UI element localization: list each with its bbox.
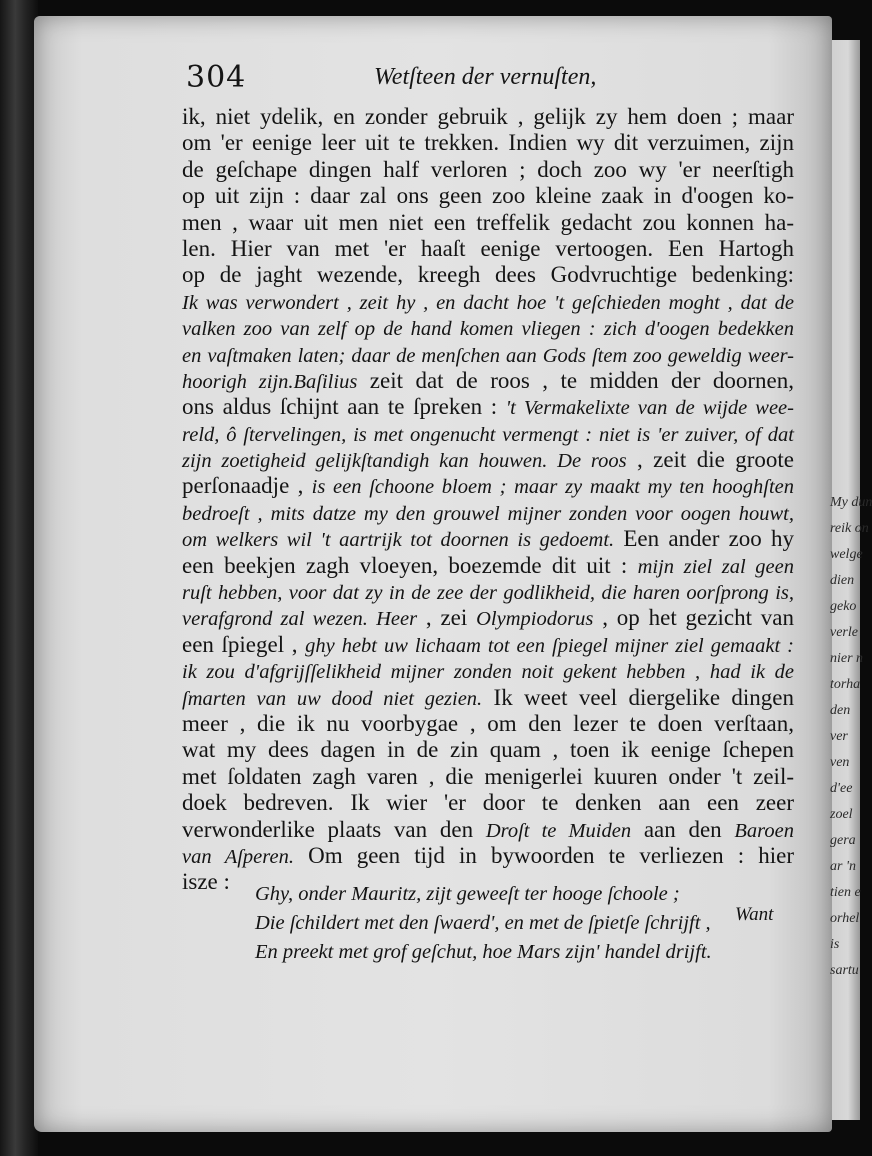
roman-span: op uit zijn : daar zal ons geen zoo kleine zaak in d'oogen ko- xyxy=(182,183,794,209)
italic-span: zijn zoetigheid gelijkſtandigh kan houwen. De roos xyxy=(182,450,627,473)
roman-span: om 'er eenige leer uit te trekken. Indien wy dit verzuimen, zijn xyxy=(182,130,794,156)
text-line xyxy=(182,817,794,843)
roman-span: een ſpiegel , xyxy=(182,631,306,657)
italic-span: bedroeſt , mits datze my den grouwel mijner zonden voor oogen houwt, xyxy=(182,502,794,525)
roman-span: de geſchape dingen half verloren ; doch zoo wy 'er neerſtigh xyxy=(182,156,794,182)
roman-span: verwonderlike plaats van den xyxy=(182,816,486,842)
text-line xyxy=(182,658,794,684)
facing-page-margin-notes xyxy=(830,490,872,984)
italic-span: en vaſtmaken laten; daar de menſchen aan Gods ſtem zoo geweldig weer- xyxy=(182,344,794,367)
text-line xyxy=(182,262,794,288)
margin-fragment: ver xyxy=(830,729,848,744)
italic-span: ghy hebt uw lichaam tot een ſpiegel mijner ziel gemaakt : xyxy=(305,634,794,657)
italic-span: Ik was verwondert , zeit hy , en dacht hoe 't geſchieden moght , dat de xyxy=(182,291,794,314)
margin-fragment: torha xyxy=(830,677,861,692)
italic-span: ſmarten van uw dood niet gezien. xyxy=(182,687,483,710)
catchword: Want xyxy=(735,904,774,925)
text-line xyxy=(182,210,794,236)
roman-span: ons aldus ſchijnt aan te ſpreken : xyxy=(182,394,506,420)
text-line xyxy=(182,526,794,552)
text-line xyxy=(182,421,794,447)
roman-span: zeit dat de roos , te midden der doornen, xyxy=(357,367,794,393)
margin-fragment: ar 'n xyxy=(830,859,856,874)
italic-span: ik zou d'afgrijſſelikheid mijner zonden noit gekent hebben , had ik de xyxy=(182,661,794,684)
margin-fragment: geko xyxy=(830,599,857,614)
text-line xyxy=(182,685,794,711)
text-line xyxy=(182,711,794,737)
text-line xyxy=(182,130,794,156)
page-number: 304 xyxy=(186,60,247,95)
text-line xyxy=(182,183,794,209)
margin-fragment: tien e xyxy=(830,885,861,900)
roman-span: aan den xyxy=(631,816,735,842)
margin-fragment: zoel xyxy=(830,807,853,822)
roman-span: Een ander zoo hy xyxy=(614,526,794,552)
text-line xyxy=(182,368,794,394)
text-line xyxy=(182,790,794,816)
italic-span: Olympiodorus xyxy=(476,608,594,631)
margin-fragment: orhel xyxy=(830,911,860,926)
running-title: Wetſteen der vernuſten, xyxy=(374,64,597,90)
text-line xyxy=(182,315,794,341)
margin-fragment: nier n xyxy=(830,651,864,666)
margin-fragment: verle xyxy=(830,625,858,640)
roman-span: men , waar uit men niet een treffelik gedacht zou konnen ha- xyxy=(182,209,794,235)
italic-span: valken zoo van zelf op de hand komen vliegen : zich d'oogen bedekken xyxy=(182,318,794,341)
margin-fragment: reik on xyxy=(830,521,869,536)
roman-span: Om geen tijd in bywoorden te verliezen : hier xyxy=(293,842,794,868)
text-line xyxy=(182,579,794,605)
italic-span: reld, ô ſtervelingen, is met ongenucht vermengt : niet is 'er zuiver, of dat xyxy=(182,423,794,446)
verse-line-1: Ghy, onder Mauritz, zijt geweeſt ter hooge ſchoole ; xyxy=(255,883,680,905)
roman-span: ik, niet ydelik, en zonder gebruik , gelijk zy hem doen ; maar xyxy=(182,104,794,129)
italic-span: mijn ziel zal geen xyxy=(637,555,794,578)
text-line xyxy=(182,500,794,526)
text-line xyxy=(182,342,794,368)
margin-fragment: d'ee xyxy=(830,781,853,796)
italic-span: hoorigh zijn. xyxy=(182,370,294,393)
roman-span: isze : xyxy=(182,869,230,895)
margin-fragment: ven xyxy=(830,755,850,770)
italic-span: Baroen xyxy=(734,819,794,842)
page-header xyxy=(186,60,626,96)
text-line xyxy=(182,104,794,130)
italic-span: om welkers wil 't aartrijk tot doornen is gedoemt. xyxy=(182,529,615,552)
roman-span: doek bedreven. Ik wier 'er door te denken aan een zeer xyxy=(182,790,794,816)
italic-span: van Aſperen. xyxy=(182,845,294,868)
margin-fragment: welge xyxy=(830,547,863,562)
margin-fragment: My dun xyxy=(830,495,872,510)
book-binding-left xyxy=(0,0,38,1156)
text-line xyxy=(182,843,794,869)
roman-span: , zeit die groote xyxy=(626,447,794,473)
text-line xyxy=(182,447,794,473)
roman-span: , op het gezicht van xyxy=(593,605,794,631)
margin-fragment: sartu xyxy=(830,963,859,978)
margin-fragment: den xyxy=(830,703,851,718)
roman-span: perſonaadje , xyxy=(182,473,312,499)
roman-span: len. Hier van met 'er haaſt eenige vertoogen. Een Hartogh xyxy=(182,235,794,261)
text-line xyxy=(182,236,794,262)
text-line xyxy=(182,473,794,499)
text-line xyxy=(182,289,794,315)
text-line xyxy=(182,737,794,763)
margin-fragment: gera xyxy=(830,833,856,848)
verse-line-2: Die ſchildert met den ſwaerd', en met de ſpietſe ſchrijft , xyxy=(255,912,711,934)
text-line xyxy=(182,605,794,631)
roman-span: meer , die ik nu voorbygae , om den lezer te doen verſtaan, xyxy=(182,710,794,736)
italic-span: is een ſchoone bloem ; maar zy maakt my ten hooghſten xyxy=(311,476,794,499)
italic-span: 't Vermakelixte van de wijde wee- xyxy=(505,397,794,420)
roman-span: op de jaght wezende, kreegh dees Godvruchtige bedenking: xyxy=(182,262,794,288)
italic-span: Droſt te Muiden xyxy=(485,819,632,842)
margin-fragment: is xyxy=(830,937,840,952)
margin-fragment: dien xyxy=(830,573,855,588)
text-line xyxy=(182,157,794,183)
roman-span: met ſoldaten zagh varen , die menigerlei kuuren onder 't zeil- xyxy=(182,763,794,789)
verse-line-3: En preekt met grof geſchut, hoe Mars zijn' handel drijft. xyxy=(255,941,712,963)
text-line xyxy=(182,764,794,790)
body-text xyxy=(182,104,794,896)
italic-span: ruſt hebben, voor dat zy in de zee der godlikheid, die haren oorſprong is, xyxy=(182,582,794,605)
roman-span: , zei xyxy=(417,605,477,631)
italic-span: Baſilius xyxy=(293,370,358,393)
text-line xyxy=(182,394,794,420)
roman-span: een beekjen zagh vloeyen, boezemde dit uit : xyxy=(182,552,638,578)
roman-span: Ik weet veel diergelike dingen xyxy=(482,684,794,710)
text-line xyxy=(182,553,794,579)
text-line xyxy=(182,632,794,658)
roman-span: wat my dees dagen in de zin quam , toen ik eenige ſchepen xyxy=(182,737,794,763)
italic-span: verafgrond zal wezen. Heer xyxy=(182,608,418,631)
